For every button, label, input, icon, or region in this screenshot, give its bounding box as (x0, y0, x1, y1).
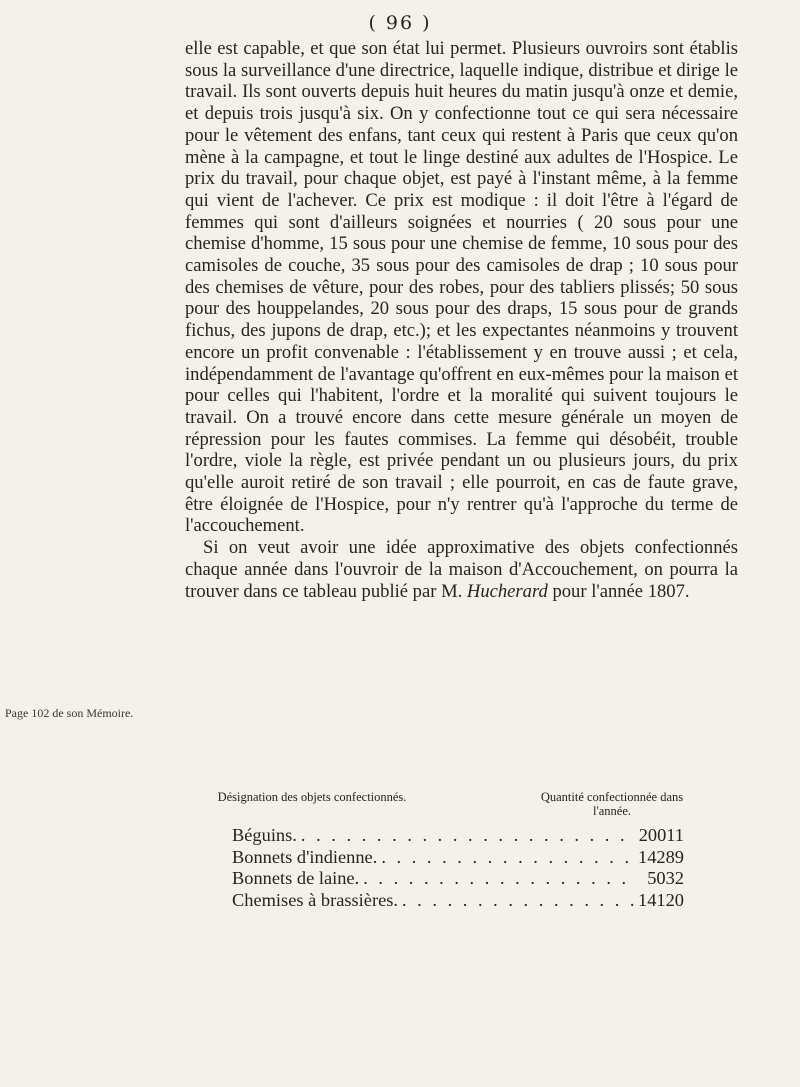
item-quantity: 20011 (638, 825, 684, 845)
dot-leader (398, 890, 636, 911)
paragraph-2 (185, 537, 738, 602)
column-header-items: Désignation des objets confectionnés. (217, 790, 407, 804)
item-name: Béguins. (232, 825, 297, 845)
paragraph-text: Si on veut avoir une idée approximative des objets confectionnés chaque année dans l'ouvroir de la maison d'Accouchement, on pourra la trouver dans ce tableau publié par M. (185, 537, 738, 602)
column-header-quantity: Quantité confectionnée dans l'année. (540, 790, 684, 818)
table-row (232, 825, 684, 847)
dot-leader (377, 847, 636, 868)
margin-note: Page 102 de son Mémoire. (5, 706, 134, 720)
page-number: ( 96 ) (368, 12, 432, 34)
paragraph-text: pour l'année 1807. (547, 580, 690, 602)
dot-leader (297, 825, 636, 846)
item-quantity: 14120 (638, 889, 684, 910)
table-row (232, 890, 684, 912)
table-row (232, 868, 684, 890)
items-table (232, 825, 684, 911)
table-row (232, 847, 684, 869)
dot-leader (359, 868, 636, 889)
item-quantity: 5032 (647, 868, 684, 888)
paragraph-text: elle est capable, et que son état lui permet. Plusieurs ouvroirs sont établis sous la surveillance d'une directrice, laquelle indique, distribue et dirige le travail. Ils sont ouverts depuis huit heures du matin jusqu'à onze et demie, et depuis trois jusqu'à six. On y confectionne tout ce qui sera nécessaire pour le vêtement des enfans, tant ceux qui restent à Paris que ceux qu'on mène à la campagne, et tout le linge destiné aux adultes de l'Hospice. Le prix du travail, pour chaque objet, est payé à l'instant même, à la femme qui vient de l'achever. Ce prix est modique : il doit l'être à l'égard de femmes qui sont d'ailleurs soignées et nourries ( 20 sous pour une chemise d'homme, 15 sous pour une chemise de femme, 10 sous pour des camisoles de couche, 35 sous pour des camisoles de drap ; 10 sous pour des chemises de vêture, pour des robes, pour des tabliers plissés; 50 sous pour des houppelandes, 20 sous pour des draps, 15 sous pour de grands fichus, des jupons de drap, etc.); et les expectantes néanmoins y trouvent encore un profit convenable : l'établissement y en trouve aussi ; et cela, indépendamment de l'avantage qu'offrent en eux-mêmes pour la maison et pour celles qui l'habitent, l'ordre et la moralité qui suivent toujours le travail. On a trouvé encore dans cette mesure générale un moyen de répression pour les fautes commises. La femme qui désobéit, trouble l'ordre, viole la règle, est privée pendant un ou plusieurs jours, du prix qu'elle auroit retiré de son travail ; elle pourroit, en cas de faute grave, être éloignée de l'Hospice, pour n'y rentrer qu'à l'approche du terme de l'accouchement. (185, 38, 738, 537)
item-name: Bonnets d'indienne. (232, 846, 378, 867)
author-name: Hucherard (466, 580, 548, 602)
item-name: Bonnets de laine. (232, 868, 360, 888)
item-name: Chemises à brassières. (232, 889, 398, 910)
item-quantity: 14289 (638, 846, 684, 867)
paragraph-1 (185, 38, 738, 537)
body-text (185, 38, 738, 602)
